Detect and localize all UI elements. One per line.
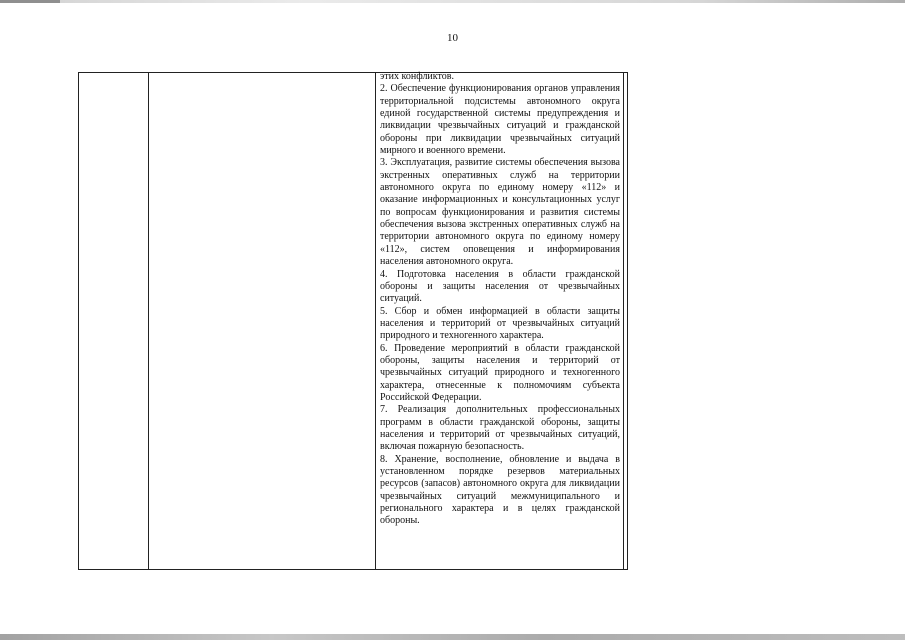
page-number: 10 [447,32,458,44]
scan-edge-bottom [0,634,905,640]
table-cell-functions [376,73,624,570]
table-cell-number [79,73,149,570]
document-table [78,72,628,570]
table-row [79,73,628,570]
table-cell-name [149,73,376,570]
functions-text: этих конфликтов. 2. Обеспечение функционирования органов управления территориальной подсистемы автономного округа единой государственной системы предупреждения и ликвидации чрезвычайных ситуаций и гражданской обороны при ликвидации чрезвычайных ситуаций мирного и военного времени. 3. Эксплуатация, развитие системы обеспечения вызова экстренных оперативных служб на территории автономного округа по единому номеру «112» и оказание информационных и консультационных услуг по вопросам функционирования и развития системы обеспечения вызова экстренных оперативных служб на территории автономного округа по единому номеру «112», систем оповещения и информирования населения автономного округа. 4. Подготовка населения в области гражданской обороны и защиты населения от чрезвычайных ситуаций. 5. Сбор и обмен информацией в области защиты населения и территорий от чрезвычайных ситуаций природного и техногенного характера. 6. Проведение мероприятий в области гражданской обороны, защиты населения и территорий от чрезвычайных ситуаций природного и техногенного характера, отнесенные к полномочиям субъекта Российской Федерации. 7. Реализация дополнительных профессиональных программ в области гражданской обороны, защиты населения и территорий от чрезвычайных ситуаций, включая пожарную безопасность. 8. Хранение, восполнение, обновление и выдача в установленном порядке резервов материальных ресурсов (запасов) автономного округа для ликвидации чрезвычайных ситуаций межмуниципального и регионального характера и в целях гражданской обороны. [380,71,620,527]
scan-edge-top [0,0,905,3]
table-cell-notes [624,73,628,570]
